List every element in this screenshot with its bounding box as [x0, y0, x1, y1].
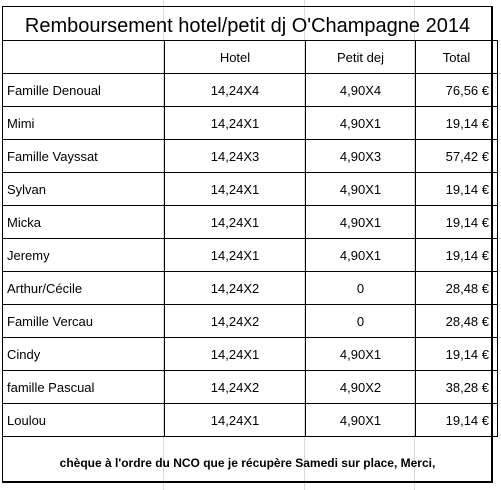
cell-name[interactable]: Jeremy [3, 239, 165, 272]
header-row [3, 41, 498, 74]
table-row [3, 371, 498, 404]
cell-total[interactable]: 28,48 € [416, 272, 498, 305]
table-row [3, 305, 498, 338]
cell-petit-dej[interactable]: 4,90X2 [306, 371, 416, 404]
cell-total[interactable]: 28,48 € [416, 305, 498, 338]
reimbursement-table [2, 40, 498, 437]
table-row [3, 338, 498, 371]
cell-total[interactable]: 19,14 € [416, 107, 498, 140]
cell-name[interactable]: Arthur/Cécile [3, 272, 165, 305]
cell-name[interactable]: Mimi [3, 107, 165, 140]
cell-name[interactable]: Famille Vercau [3, 305, 165, 338]
header-total[interactable]: Total [416, 41, 498, 74]
cell-total[interactable]: 19,14 € [416, 338, 498, 371]
cell-hotel[interactable]: 14,24X2 [165, 371, 306, 404]
cell-total[interactable]: 19,14 € [416, 173, 498, 206]
cell-hotel[interactable]: 14,24X2 [165, 272, 306, 305]
cell-hotel[interactable]: 14,24X1 [165, 173, 306, 206]
cell-hotel[interactable]: 14,24X1 [165, 206, 306, 239]
cell-petit-dej[interactable]: 0 [306, 305, 416, 338]
cell-hotel[interactable]: 14,24X4 [165, 74, 306, 107]
cell-name[interactable]: Micka [3, 206, 165, 239]
cell-hotel[interactable]: 14,24X2 [165, 305, 306, 338]
cell-hotel[interactable]: 14,24X1 [165, 404, 306, 437]
table-row [3, 404, 498, 437]
cell-total[interactable]: 76,56 € [416, 74, 498, 107]
cell-hotel[interactable]: 14,24X1 [165, 239, 306, 272]
table-row [3, 140, 498, 173]
cell-name[interactable]: famille Pascual [3, 371, 165, 404]
cell-hotel[interactable]: 14,24X1 [165, 107, 306, 140]
header-petit-dej[interactable]: Petit dej [306, 41, 416, 74]
table-row [3, 107, 498, 140]
cell-petit-dej[interactable]: 4,90X3 [306, 140, 416, 173]
cell-name[interactable]: Famille Denoual [3, 74, 165, 107]
table-row [3, 206, 498, 239]
footer-note[interactable]: chèque à l'ordre du NCO que je récupère Samedi sur place, Merci, [59, 456, 436, 470]
cell-petit-dej[interactable]: 4,90X1 [306, 338, 416, 371]
sheet-title[interactable]: Remboursement hotel/petit dj O'Champagne 2014 [24, 15, 471, 37]
cell-total[interactable]: 19,14 € [416, 239, 498, 272]
cell-total[interactable]: 19,14 € [416, 404, 498, 437]
cell-total[interactable]: 19,14 € [416, 206, 498, 239]
cell-petit-dej[interactable]: 4,90X4 [306, 74, 416, 107]
cell-petit-dej[interactable]: 4,90X1 [306, 404, 416, 437]
cell-petit-dej[interactable]: 4,90X1 [306, 107, 416, 140]
table-row [3, 173, 498, 206]
cell-petit-dej[interactable]: 0 [306, 272, 416, 305]
table-row [3, 272, 498, 305]
cell-petit-dej[interactable]: 4,90X1 [306, 239, 416, 272]
cell-name[interactable]: Cindy [3, 338, 165, 371]
cell-petit-dej[interactable]: 4,90X1 [306, 173, 416, 206]
cell-name[interactable]: Loulou [3, 404, 165, 437]
cell-total[interactable]: 57,42 € [416, 140, 498, 173]
cell-name[interactable]: Sylvan [3, 173, 165, 206]
cell-name[interactable]: Famille Vayssat [3, 140, 165, 173]
cell-petit-dej[interactable]: 4,90X1 [306, 206, 416, 239]
table-row [3, 239, 498, 272]
cell-hotel[interactable]: 14,24X1 [165, 338, 306, 371]
table-row [3, 74, 498, 107]
cell-hotel[interactable]: 14,24X3 [165, 140, 306, 173]
cell-total[interactable]: 38,28 € [416, 371, 498, 404]
header-hotel[interactable]: Hotel [165, 41, 306, 74]
header-name[interactable] [3, 41, 165, 74]
